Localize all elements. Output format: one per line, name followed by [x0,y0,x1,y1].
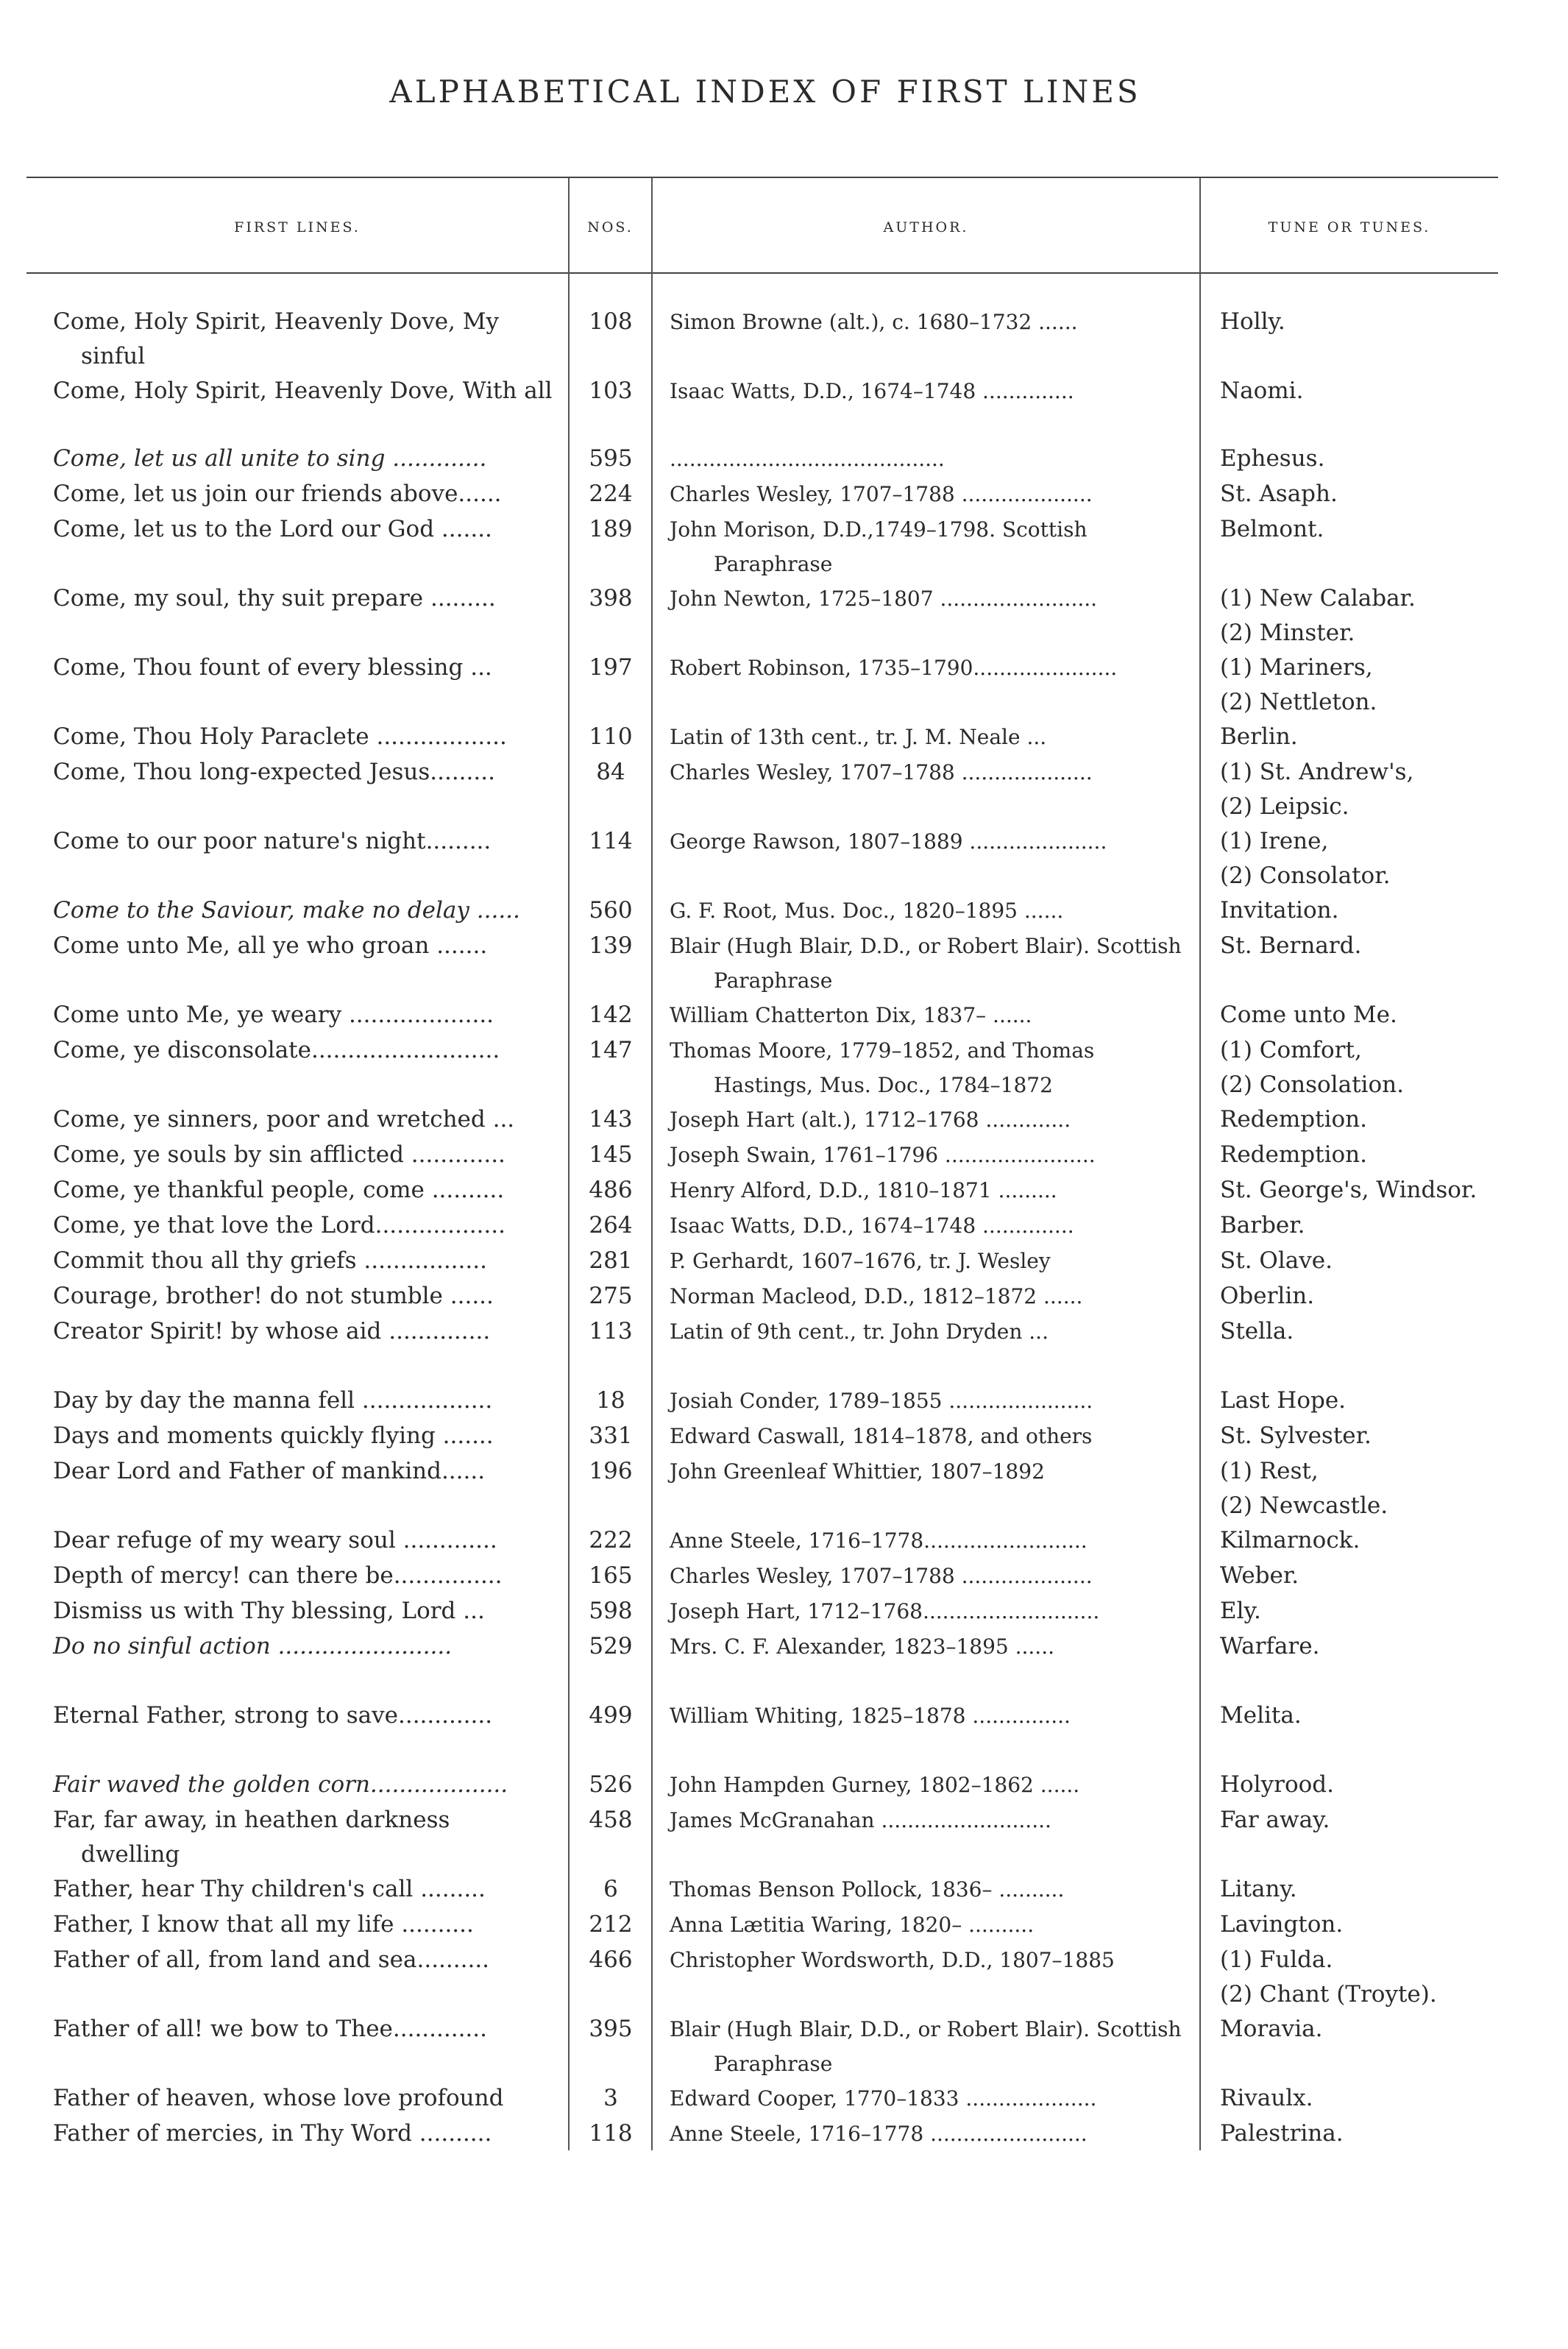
first-line-text: Do no sinful action ........................ [53,1633,453,1659]
author [670,651,1185,685]
tune-name: Litany. [1220,1876,1297,1902]
hymn-number: 331 [589,1422,633,1449]
hymn-number: 212 [589,1911,633,1938]
tunes [1220,512,1529,547]
tune-name: St. George's, Windsor. [1220,1177,1477,1203]
author-text: Joseph Swain, 1761–1796 ....................... [670,1143,1096,1167]
author-text: Edward Caswall, 1814–1878, and others [670,1424,1093,1448]
tunes [1220,1803,1529,1838]
first-line-text: Come, ye that love the Lord.................. [53,1212,505,1239]
author-text: William Chatterton Dix, 1837– ...... [670,1003,1032,1027]
first-line-text: Come, my soul, thy suit prepare ......... [53,585,496,612]
author [670,1419,1185,1453]
author [670,1523,1185,1558]
hymn-number: 275 [589,1283,633,1309]
author-text: G. F. Root, Mus. Doc., 1820–1895 ...... [670,899,1064,923]
first-line-text: Day by day the manna fell .................. [53,1387,493,1414]
tune-name: Moravia. [1220,2016,1323,2042]
author [670,1138,1185,1172]
tunes [1220,824,1529,893]
tunes [1220,1523,1529,1558]
tune-name: (1) Mariners, [1220,654,1373,681]
author [670,998,1185,1032]
first-line-text: Come, Thou Holy Paraclete .................. [53,723,507,750]
first-line-text: Come, let us to the Lord our God ....... [53,516,492,542]
first-line-text: Father of mercies, in Thy Word .......... [53,2120,492,2147]
author [670,2081,1185,2116]
author [670,1383,1185,1418]
author [670,1803,1185,1838]
author-text: Latin of 13th cent., tr. J. M. Neale ... [670,725,1047,749]
tune-name: (2) Consolation. [1220,1071,1404,1098]
hymn-number: 103 [589,378,633,404]
header-rule [26,272,1498,274]
header-first-lines: FIRST LINES. [234,219,361,235]
first-line-text: Come to our poor nature's night......... [53,828,492,854]
tune-name: (1) New Calabar. [1220,585,1416,612]
tunes [1220,1768,1529,1802]
hymn-number: 110 [589,723,633,750]
hymn-number: 3 [603,2085,618,2111]
tune-name: (2) Consolator. [1220,862,1391,889]
author-text: William Whiting, 1825–1878 ............... [670,1704,1071,1728]
author [670,929,1185,998]
first-line-text: Come, ye souls by sin afflicted ............. [53,1141,505,1168]
first-line [26,1559,553,1593]
author-text: Charles Wesley, 1707–1788 .................... [670,482,1093,506]
author [670,1629,1185,1664]
author-text: Josiah Conder, 1789–1855 ...................... [670,1389,1093,1413]
author [670,1768,1185,1802]
hymn-number: 222 [589,1527,633,1553]
hymn-number: 264 [589,1212,633,1239]
author [670,442,1185,476]
hymn-number: 281 [589,1247,633,1274]
first-line-text: Far, far away, in heathen darkness dwelling [53,1807,450,1868]
first-line [26,1173,553,1208]
tune-name: Redemption. [1220,1106,1367,1133]
first-line [26,374,553,408]
author-text: Mrs. C. F. Alexander, 1823–1895 ...... [670,1634,1055,1659]
hymn-number: 18 [596,1387,625,1414]
hymn-number: 189 [589,516,633,542]
first-line-text: Father, hear Thy children's call ......... [53,1876,486,1902]
author [670,1314,1185,1349]
author [670,824,1185,859]
author [670,305,1185,339]
tune-name: Melita. [1220,1702,1302,1729]
tunes [1220,1314,1529,1349]
first-line [26,1033,553,1068]
first-line [26,477,553,511]
top-rule [26,177,1498,178]
first-line-text: Eternal Father, strong to save............. [53,1702,493,1729]
first-line [26,581,553,616]
tune-name: (1) Rest, [1220,1458,1319,1484]
tunes [1220,1872,1529,1907]
hymn-number: 142 [589,1002,633,1028]
first-line [26,1419,553,1453]
hymn-number: 118 [589,2120,633,2147]
tune-name: (2) Newcastle. [1220,1492,1388,1519]
tunes [1220,442,1529,476]
first-line [26,1102,553,1137]
hymn-number: 165 [589,1562,633,1589]
first-line [26,1872,553,1907]
author-text: Anne Steele, 1716–1778 ........................ [670,2122,1088,2146]
tunes [1220,998,1529,1032]
first-line-text: Come, Holy Spirit, Heavenly Dove, With all [53,378,553,404]
tune-name: St. Sylvester. [1220,1422,1372,1449]
tune-name: Lavington. [1220,1911,1344,1938]
tunes [1220,1244,1529,1278]
first-line [26,1629,553,1664]
tune-name: Ely. [1220,1598,1261,1624]
tune-name: Ephesus. [1220,445,1325,472]
tunes [1220,477,1529,511]
first-line [26,1244,553,1278]
author [670,755,1185,790]
hymn-number: 466 [589,1946,633,1973]
first-line-text: Come, ye thankful people, come .......... [53,1177,505,1203]
tune-name: Stella. [1220,1318,1294,1344]
tune-name: (2) Minster. [1220,620,1355,646]
first-line-text: Days and moments quickly flying ....... [53,1422,494,1449]
tune-name: St. Bernard. [1220,932,1362,959]
first-line [26,1907,553,1942]
author-text: Edward Cooper, 1770–1833 .................... [670,2086,1097,2111]
hymn-number: 113 [589,1318,633,1344]
tunes [1220,305,1529,339]
first-line-text: Come, ye disconsolate.......................... [53,1037,500,1063]
first-line-text: Father of heaven, whose love profound [53,2085,504,2111]
author-text: Anne Steele, 1716–1778......................... [670,1528,1088,1553]
page-title: ALPHABETICAL INDEX OF FIRST LINES [389,74,1141,110]
tune-name: Redemption. [1220,1141,1367,1168]
first-line-text: Come to the Saviour, make no delay ...... [53,897,520,924]
first-line [26,442,553,476]
first-line-text: Come, let us all unite to sing ............. [53,445,487,472]
tunes [1220,374,1529,408]
author-text: Robert Robinson, 1735–1790...................... [670,656,1118,680]
tune-name: Last Hope. [1220,1387,1347,1414]
hymn-number: 108 [589,308,633,335]
tunes [1220,1208,1529,1243]
author-text: Christopher Wordsworth, D.D., 1807–1885 [670,1948,1115,1972]
author [670,2116,1185,2151]
author [670,2012,1185,2081]
first-line [26,1208,553,1243]
first-line [26,1523,553,1558]
header-author: AUTHOR. [883,219,969,235]
tune-name: (1) Comfort, [1220,1037,1362,1063]
author-text: Latin of 9th cent., tr. John Dryden ... [670,1319,1049,1344]
author [670,581,1185,616]
first-line [26,1138,553,1172]
tune-name: Warfare. [1220,1633,1320,1659]
first-line-text: Come, let us join our friends above...... [53,481,502,507]
author [670,512,1185,581]
tunes [1220,1173,1529,1208]
tune-name: (2) Leipsic. [1220,793,1349,820]
header-nos: NOS. [587,219,634,235]
first-line [26,998,553,1032]
tune-name: (2) Chant (Troyte). [1220,1981,1437,2008]
tune-name: Belmont. [1220,516,1324,542]
hymn-number: 598 [589,1598,633,1624]
column-divider-3 [1199,178,1201,2150]
author-text: Henry Alford, D.D., 1810–1871 ......... [670,1178,1057,1202]
first-line-text: Come unto Me, ye weary .................... [53,1002,494,1028]
first-line-text: Come, ye sinners, poor and wretched ... [53,1106,515,1133]
hymn-number: 139 [589,932,633,959]
first-line [26,893,553,928]
tune-name: St. Olave. [1220,1247,1333,1274]
tune-name: Invitation. [1220,897,1339,924]
tunes [1220,2116,1529,2151]
tune-name: St. Asaph. [1220,481,1338,507]
tune-name: Come unto Me. [1220,1002,1397,1028]
first-line [26,1698,553,1733]
hymn-number: 197 [589,654,633,681]
author-text: Thomas Moore, 1779–1852, and Thomas Hastings, Mus. Doc., 1784–1872 [670,1038,1095,1097]
first-line-text: Dear Lord and Father of mankind...... [53,1458,486,1484]
author [670,1208,1185,1243]
tune-name: (1) Fulda. [1220,1946,1333,1973]
author-text: John Hampden Gurney, 1802–1862 ...... [670,1773,1080,1797]
author [670,1173,1185,1208]
first-line-text: Courage, brother! do not stumble ...... [53,1283,494,1309]
first-line-text: Dear refuge of my weary soul ............. [53,1527,497,1553]
author [670,1559,1185,1593]
author [670,720,1185,754]
tune-name: (1) St. Andrew's, [1220,759,1414,785]
author-text: Isaac Watts, D.D., 1674–1748 .............. [670,379,1074,403]
first-line [26,1768,553,1802]
first-line [26,720,553,754]
hymn-number: 499 [589,1702,633,1729]
tune-name: Holyrood. [1220,1771,1334,1798]
first-line-text: Father of all, from land and sea.......... [53,1946,490,1973]
tunes [1220,1907,1529,1942]
author [670,1698,1185,1733]
hymn-number: 595 [589,445,633,472]
author-text: Norman Macleod, D.D., 1812–1872 ...... [670,1284,1083,1308]
tunes [1220,1559,1529,1593]
tune-name: Barber. [1220,1212,1305,1239]
first-line-text: Father, I know that all my life .......... [53,1911,474,1938]
first-line-text: Commit thou all thy griefs ................. [53,1247,487,1274]
header-tunes: TUNE OR TUNES. [1268,219,1431,235]
author [670,1907,1185,1942]
author-text: Joseph Hart (alt.), 1712–1768 ............. [670,1108,1071,1132]
hymn-number: 395 [589,2016,633,2042]
tune-name: Berlin. [1220,723,1298,750]
tunes [1220,1138,1529,1172]
first-line [26,1279,553,1314]
first-line [26,651,553,685]
tunes [1220,1279,1529,1314]
tunes [1220,1629,1529,1664]
tune-name: (1) Irene, [1220,828,1329,854]
first-line-text: Dismiss us with Thy blessing, Lord ... [53,1598,485,1624]
first-line-text: Creator Spirit! by whose aid .............. [53,1318,491,1344]
author [670,1872,1185,1907]
tunes [1220,1943,1529,2012]
hymn-number: 529 [589,1633,633,1659]
author [670,1033,1185,1102]
hymn-number: 486 [589,1177,633,1203]
hymn-number: 114 [589,828,633,854]
hymn-number: 224 [589,481,633,507]
first-line-text: Father of all! we bow to Thee............. [53,2016,487,2042]
author-text: Blair (Hugh Blair, D.D., or Robert Blair). Scottish Paraphrase [670,2017,1182,2076]
tunes [1220,720,1529,754]
tune-name: Holly. [1220,308,1285,335]
first-line [26,1454,553,1489]
hymn-number: 84 [596,759,625,785]
first-line [26,1383,553,1418]
author-text: John Greenleaf Whittier, 1807–1892 [670,1459,1045,1484]
first-line [26,305,553,374]
first-line [26,2116,553,2151]
tune-name: Palestrina. [1220,2120,1344,2147]
tune-name: Rivaulx. [1220,2085,1313,2111]
author-text: .......................................... [670,447,945,471]
tune-name: Oberlin. [1220,1283,1315,1309]
tune-name: Far away. [1220,1807,1330,1833]
tunes [1220,1033,1529,1102]
author [670,893,1185,928]
hymn-number: 196 [589,1458,633,1484]
author [670,477,1185,511]
tune-name: Naomi. [1220,378,1304,404]
first-line [26,755,553,790]
first-line [26,2081,553,2116]
author [670,1943,1185,1977]
tunes [1220,929,1529,963]
first-line-text: Depth of mercy! can there be............... [53,1562,503,1589]
first-line-text: Come unto Me, all ye who groan ....... [53,932,488,959]
author-text: P. Gerhardt, 1607–1676, tr. J. Wesley [670,1249,1051,1273]
author-text: Joseph Hart, 1712–1768........................... [670,1599,1100,1623]
hymn-number: 560 [589,897,633,924]
author-text: Anna Lætitia Waring, 1820– .......... [670,1913,1035,1937]
author-text: John Morison, D.D.,1749–1798. Scottish Paraphrase [670,517,1088,576]
author-text: Isaac Watts, D.D., 1674–1748 .............. [670,1214,1074,1238]
tune-name: Kilmarnock. [1220,1527,1361,1553]
author [670,374,1185,408]
first-line-text: Come, Thou long-expected Jesus......... [53,759,495,785]
tunes [1220,581,1529,651]
tunes [1220,1102,1529,1137]
first-line [26,1314,553,1349]
first-line [26,2012,553,2047]
first-line [26,512,553,547]
author-text: George Rawson, 1807–1889 ..................... [670,829,1107,854]
first-line-text: Come, Holy Spirit, Heavenly Dove, My sinful [53,308,500,369]
first-line [26,1943,553,1977]
author [670,1244,1185,1278]
hymn-number: 526 [589,1771,633,1798]
hymn-number: 143 [589,1106,633,1133]
author-text: Thomas Benson Pollock, 1836– .......... [670,1877,1065,1902]
hymn-number: 458 [589,1807,633,1833]
hymn-number: 147 [589,1037,633,1063]
tunes [1220,755,1529,824]
tune-name: Weber. [1220,1562,1299,1589]
first-line [26,1594,553,1629]
first-line [26,824,553,859]
tune-name: (2) Nettleton. [1220,689,1377,715]
first-line [26,1803,553,1872]
author-text: John Newton, 1725–1807 ........................ [670,587,1098,611]
author-text: Blair (Hugh Blair, D.D., or Robert Blair). Scottish Paraphrase [670,934,1182,993]
hymn-number: 6 [603,1876,618,1902]
author-text: James McGranahan .......................... [670,1808,1051,1832]
tunes [1220,2081,1529,2116]
tunes [1220,2012,1529,2047]
author-text: Charles Wesley, 1707–1788 .................... [670,1564,1093,1588]
tunes [1220,1594,1529,1629]
first-line-text: Come, Thou fount of every blessing ... [53,654,492,681]
hymn-number: 398 [589,585,633,612]
tunes [1220,1698,1529,1733]
first-line-text: Fair waved the golden corn................... [53,1771,508,1798]
tunes [1220,1419,1529,1453]
author [670,1279,1185,1314]
author [670,1102,1185,1137]
tunes [1220,893,1529,928]
tunes [1220,1454,1529,1523]
tunes [1220,651,1529,720]
author-text: Simon Browne (alt.), c. 1680–1732 ...... [670,310,1078,334]
tunes [1220,1383,1529,1418]
hymn-number: 145 [589,1141,633,1168]
author [670,1594,1185,1629]
first-line [26,929,553,963]
author-text: Charles Wesley, 1707–1788 .................... [670,760,1093,784]
author [670,1454,1185,1489]
